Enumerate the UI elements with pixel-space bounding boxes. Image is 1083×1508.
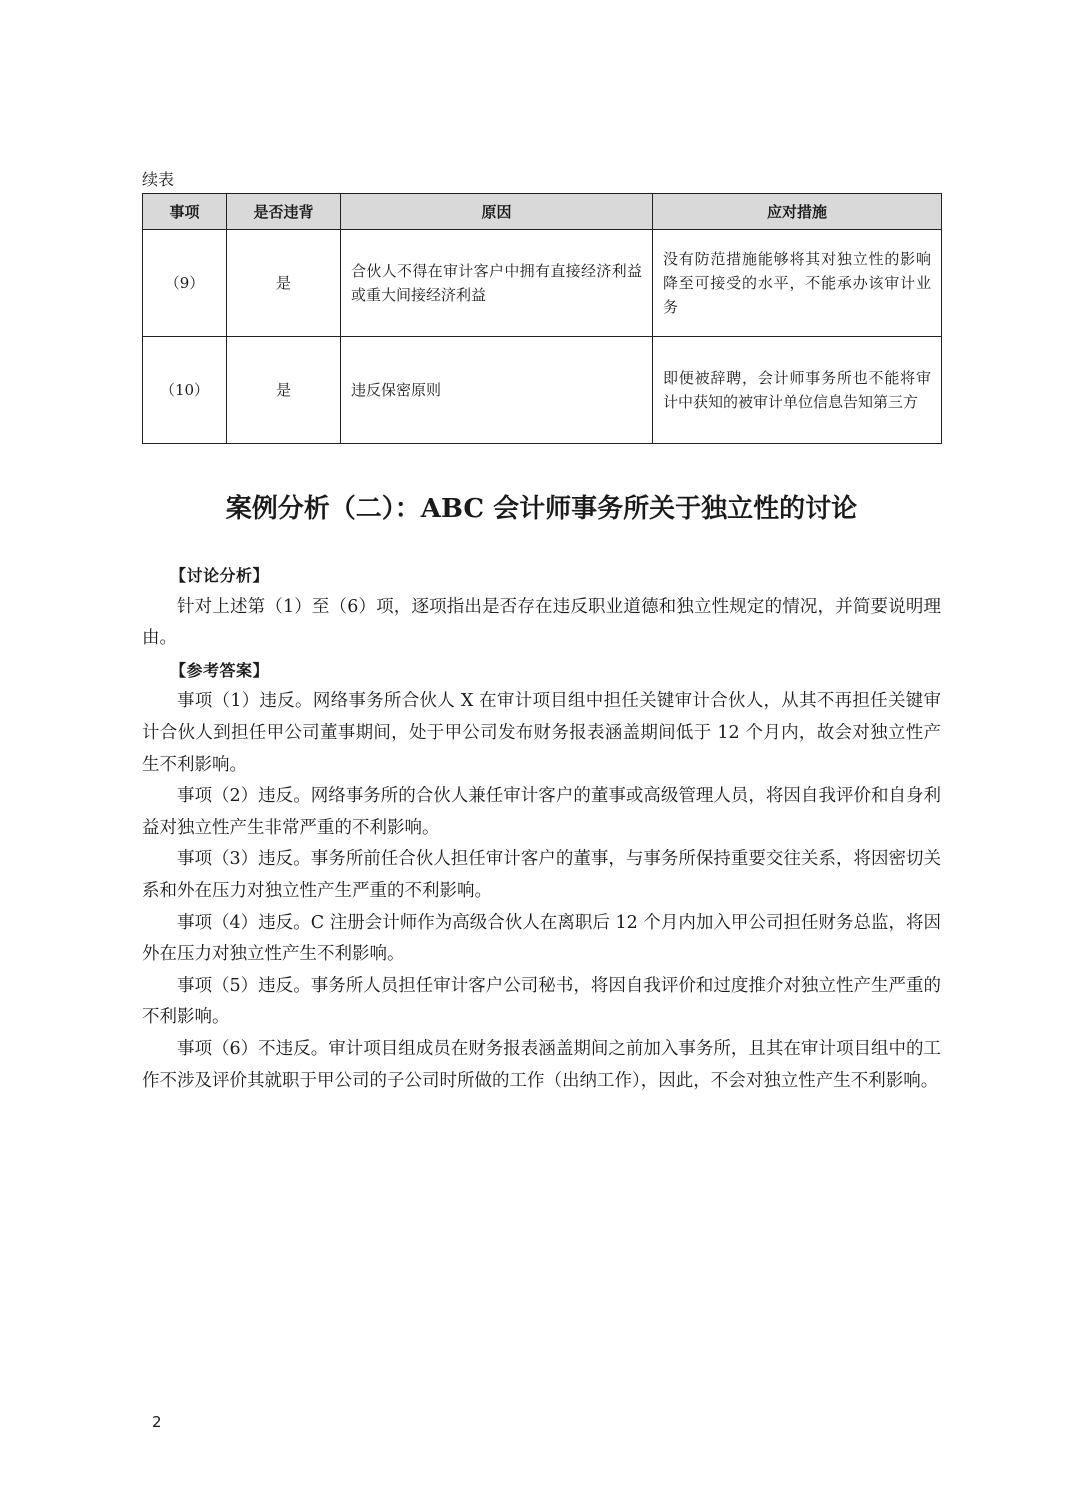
cell-item: （9） [143,230,227,337]
answer-paragraph: 事项（1）违反。网络事务所合伙人 X 在审计项目组中担任关键审计合伙人，从其不再担任关键审计合伙人到担任甲公司董事期间，处于甲公司发布财务报表涵盖期间低于 12 个月内，故会对独立性产生不利影响。 [142,691,941,775]
header-violation: 是否违背 [227,194,341,230]
cell-reason: 违反保密原则 [341,337,653,444]
answer-paragraph: 事项（6）不违反。审计项目组成员在财务报表涵盖期间之前加入事务所，且其在审计项目组中的工作不涉及评价其就职于甲公司的子公司时所做的工作（出纳工作），因此，不会对独立性产生不利影响。 [142,1038,941,1091]
table-row [143,337,942,444]
cell-reason: 合伙人不得在审计客户中拥有直接经济利益或重大间接经济利益 [341,230,653,337]
cell-violation: 是 [227,337,341,444]
header-measure: 应对措施 [653,194,942,230]
header-item: 事项 [143,194,227,230]
section-title: 案例分析（二）：ABC 会计师事务所关于独立性的讨论 [225,494,858,524]
table-row [143,230,942,337]
cell-measure: 没有防范措施能够将其对独立性的影响降至可接受的水平，不能承办该审计业务 [653,230,942,337]
cell-measure: 即便被辞聘，会计师事务所也不能将审计中获知的被审计单位信息告知第三方 [653,337,942,444]
answer-heading: 【参考答案】 [170,660,270,680]
answer-paragraph: 事项（2）违反。网络事务所的合伙人兼任审计客户的董事或高级管理人员，将因自我评价和自身利益对独立性产生非常严重的不利影响。 [142,786,941,838]
cell-item: （10） [143,337,227,444]
answer-paragraph: 事项（5）违反。事务所人员担任审计客户公司秘书，将因自我评价和过度推介对独立性产生严重的不利影响。 [142,975,941,1028]
discussion-heading: 【讨论分析】 [170,566,270,585]
table-header-row [143,194,942,230]
cell-violation: 是 [227,230,341,337]
header-reason: 原因 [341,194,653,230]
answer-paragraph: 事项（3）违反。事务所前任合伙人担任审计客户的董事，与事务所保持重要交往关系，将因密切关系和外在压力对独立性产生严重的不利影响。 [142,849,941,901]
section-body [142,560,941,1097]
answer-paragraph: 事项（4）违反。C 注册会计师作为高级合伙人在离职后 12 个月内加入甲公司担任财务总监，将因外在压力对独立性产生不利影响。 [142,912,941,965]
continued-table [142,193,942,444]
page-number: 2 [152,1413,162,1431]
discussion-paragraph: 针对上述第（1）至（6）项，逐项指出是否存在违反职业道德和独立性规定的情况，并简要说明理由。 [142,596,941,649]
table-caption: 续表 [142,170,175,189]
